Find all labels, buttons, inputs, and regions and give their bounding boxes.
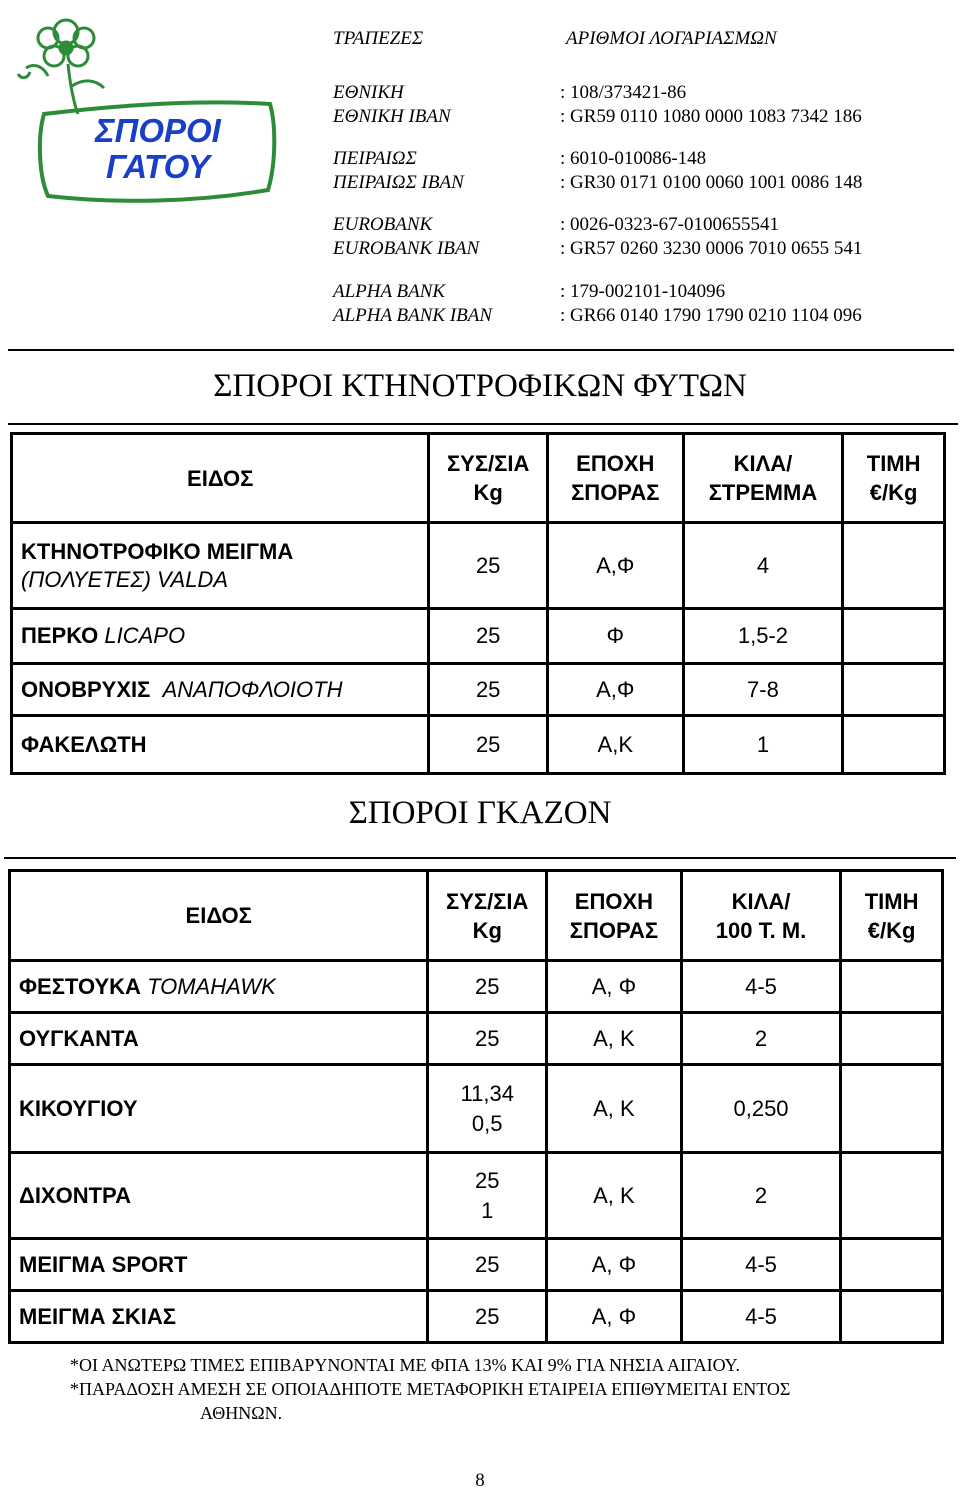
table-row [10, 1239, 943, 1291]
item-season: Α, Κ [547, 1013, 682, 1065]
item-pack: 25 [428, 1239, 547, 1291]
item-price [843, 523, 945, 609]
vat-note: *ΟΙ ΑΝΩΤΕΡΩ ΤΙΜΕΣ ΕΠΙΒΑΡΥΝΟΝΤΑΙ ΜΕ ΦΠΑ 13% ΚΑΙ 9% ΓΙΑ ΝΗΣΙΑ ΑΙΓΑΙΟΥ. [70, 1355, 740, 1375]
item-rate: 7-8 [683, 664, 843, 716]
item-name: ΟΥΓΚΑΝΤΑ [10, 1013, 428, 1065]
item-season: Α, Φ [547, 1239, 682, 1291]
page-number: 8 [475, 1470, 485, 1491]
logo-line-2: ΓΑΤΟΥ [106, 148, 210, 185]
table-row [10, 1153, 943, 1239]
item-rate: 1 [683, 716, 843, 774]
section-title-lawn: ΣΠΟΡΟΙ ΓΚΑΖΟΝ [348, 795, 612, 831]
bank-account: : GR66 0140 1790 1790 0210 1104 096 [560, 305, 862, 326]
item-name: ΟΝΟΒΡΥΧΙΣ ΑΝΑΠΟΦΛΟΙΟΤΗ [12, 664, 429, 716]
item-season: Α, Φ [547, 961, 682, 1013]
col-header-price: ΤΙΜΗ €/Kg [843, 434, 945, 523]
col-header-pack: ΣΥΣ/ΣΙΑ Kg [429, 434, 548, 523]
table-row [10, 1065, 943, 1153]
bank-name: EUROBANK [333, 214, 433, 235]
lawn-seeds-table [8, 869, 944, 1344]
item-season: Α, Φ [547, 1291, 682, 1343]
item-season: Α,Φ [547, 664, 683, 716]
table-row [12, 609, 945, 664]
item-price [841, 961, 943, 1013]
item-price [841, 1013, 943, 1065]
section-title-forage: ΣΠΟΡΟΙ ΚΤΗΝΟΤΡΟΦΙΚΩΝ ΦΥΤΩΝ [213, 368, 747, 404]
company-logo [8, 4, 280, 214]
bank-name: ΕΘΝΙΚΗ [333, 82, 404, 103]
item-price [841, 1153, 943, 1239]
table-header-row [10, 871, 943, 961]
item-price [843, 609, 945, 664]
delivery-note: *ΠΑΡΑΔΟΣΗ ΑΜΕΣΗ ΣΕ ΟΠΟΙΑΔΗΠΟΤΕ ΜΕΤΑΦΟΡΙΚΗ ΕΤΑΙΡΕΙΑ ΕΠΙΘΥΜΕΙΤΑΙ ΕΝΤΟΣ [70, 1379, 791, 1399]
item-name: ΜΕΙΓΜΑ ΣΚΙΑΣ [10, 1291, 428, 1343]
item-pack: 25 [429, 664, 548, 716]
item-rate: 1,5-2 [683, 609, 843, 664]
table-header-row [12, 434, 945, 523]
item-rate: 2 [681, 1013, 840, 1065]
bank-name: ΕΘΝΙΚΗ IBAN [333, 106, 451, 127]
forage-seeds-table [10, 432, 946, 775]
col-header-price: ΤΙΜΗ €/Kg [841, 871, 943, 961]
banks-header: ΤΡΑΠΕΖΕΣ [333, 28, 424, 49]
item-season: Φ [547, 609, 683, 664]
item-price [841, 1239, 943, 1291]
item-name: ΔΙΧΟΝΤΡΑ [10, 1153, 428, 1239]
item-pack: 25 1 [428, 1153, 547, 1239]
item-name: ΚΤΗΝΟΤΡΟΦΙΚΟ ΜΕΙΓΜΑ (ΠΟΛΥΕΤΕΣ) VALDA [12, 523, 429, 609]
col-header-season: ΕΠΟΧΗ ΣΠΟΡΑΣ [547, 434, 683, 523]
item-pack: 25 [429, 716, 548, 774]
flower-icon [18, 20, 104, 114]
table-row [12, 523, 945, 609]
bank-account: : 6010-010086-148 [560, 148, 707, 169]
bank-account: : 0026-0323-67-0100655541 [560, 214, 780, 235]
item-name: ΦΑΚΕΛΩΤΗ [12, 716, 429, 774]
item-price [841, 1065, 943, 1153]
bank-name: ΠΕΙΡΑΙΩΣ IBAN [333, 172, 464, 193]
table-row [10, 1291, 943, 1343]
item-rate: 4-5 [681, 961, 840, 1013]
bank-account: : 108/373421-86 [560, 82, 687, 103]
bank-account: : GR57 0260 3230 0006 7010 0655 541 [560, 238, 863, 259]
col-header-rate: ΚΙΛΑ/ ΣΤΡΕΜΜΑ [683, 434, 843, 523]
item-pack: 25 [428, 961, 547, 1013]
bank-account: : 179-002101-104096 [560, 281, 726, 302]
delivery-note-cont: ΑΘΗΝΩΝ. [200, 1403, 283, 1423]
item-pack: 25 [428, 1013, 547, 1065]
item-season: Α, Κ [547, 1065, 682, 1153]
item-name: ΚΙΚΟΥΓΙΟΥ [10, 1065, 428, 1153]
item-price [843, 664, 945, 716]
col-header-season: ΕΠΟΧΗ ΣΠΟΡΑΣ [547, 871, 682, 961]
table-row [12, 664, 945, 716]
bank-name: ALPHA BANK [333, 281, 446, 302]
item-rate: 4-5 [681, 1291, 840, 1343]
col-header-type: ΕΙΔΟΣ [12, 434, 429, 523]
item-pack: 25 [428, 1291, 547, 1343]
col-header-rate: ΚΙΛΑ/ 100 Τ. Μ. [681, 871, 840, 961]
item-rate: 4-5 [681, 1239, 840, 1291]
divider [4, 857, 956, 859]
table-row [12, 716, 945, 774]
divider [8, 349, 954, 351]
col-header-type: ΕΙΔΟΣ [10, 871, 428, 961]
bank-name: ΠΕΙΡΑΙΩΣ [333, 148, 417, 169]
item-rate: 0,250 [681, 1065, 840, 1153]
bank-name: ALPHA BANK IBAN [333, 305, 493, 326]
item-season: Α, Κ [547, 1153, 682, 1239]
accounts-header: ΑΡΙΘΜΟΙ ΛΟΓΑΡΙΑΣΜΩΝ [566, 28, 777, 49]
table-row [10, 1013, 943, 1065]
item-name: ΠΕΡΚΟ LICAPO [12, 609, 429, 664]
item-price [841, 1291, 943, 1343]
bank-account: : GR30 0171 0100 0060 1001 0086 148 [560, 172, 863, 193]
item-pack: 25 [429, 609, 548, 664]
item-price [843, 716, 945, 774]
item-season: Α,Κ [547, 716, 683, 774]
bank-name: EUROBANK IBAN [333, 238, 480, 259]
divider [8, 423, 958, 425]
item-pack: 11,34 0,5 [428, 1065, 547, 1153]
item-name: ΦΕΣΤΟΥΚΑ TOMAHAWK [10, 961, 428, 1013]
logo-line-1: ΣΠΟΡΟΙ [95, 112, 221, 149]
item-rate: 2 [681, 1153, 840, 1239]
item-rate: 4 [683, 523, 843, 609]
col-header-pack: ΣΥΣ/ΣΙΑ Kg [428, 871, 547, 961]
bank-account: : GR59 0110 1080 0000 1083 7342 186 [560, 106, 862, 127]
item-pack: 25 [429, 523, 548, 609]
item-name: ΜΕΙΓΜΑ SPORT [10, 1239, 428, 1291]
item-season: Α,Φ [547, 523, 683, 609]
table-row [10, 961, 943, 1013]
